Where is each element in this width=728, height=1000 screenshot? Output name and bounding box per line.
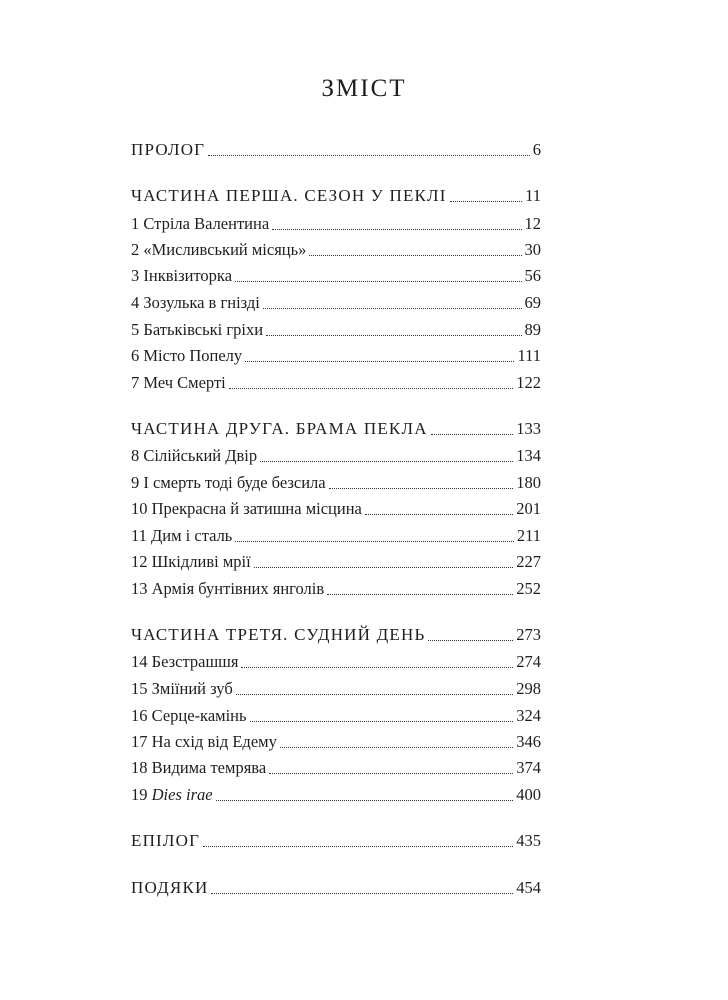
dot-leader bbox=[260, 460, 513, 462]
toc-entry-part-two[interactable] bbox=[131, 413, 541, 439]
toc-entry-chapter-15[interactable] bbox=[131, 673, 541, 699]
toc-entry-label: ЧАСТИНА ПЕРША. СЕЗОН У ПЕКЛІ bbox=[131, 186, 447, 205]
dot-leader bbox=[235, 280, 521, 282]
dot-leader bbox=[263, 307, 522, 309]
toc-entry-label: 2 «Мисливський місяць» bbox=[131, 240, 307, 259]
toc-entry-label: 5 Батьківські гріхи bbox=[131, 320, 264, 339]
dot-leader bbox=[266, 334, 521, 336]
dot-leader bbox=[216, 799, 514, 801]
toc-entry-chapter-3[interactable] bbox=[131, 260, 541, 286]
toc-entry-chapter-5[interactable] bbox=[131, 314, 541, 340]
toc-entry-chapter-16[interactable] bbox=[131, 700, 541, 726]
toc-entry-label: ЧАСТИНА ДРУГА. БРАМА ПЕКЛА bbox=[131, 419, 428, 438]
toc-entry-chapter-19[interactable] bbox=[131, 779, 541, 805]
toc-entry-label: 1 Стріла Валентина bbox=[131, 214, 270, 233]
toc-entry-chapter-6[interactable] bbox=[131, 340, 541, 366]
toc-entry-page: 122 bbox=[516, 373, 541, 392]
dot-leader bbox=[211, 892, 513, 894]
toc-entry-page: 298 bbox=[516, 679, 541, 698]
toc-entry-page: 211 bbox=[516, 526, 541, 545]
dot-leader bbox=[245, 360, 514, 362]
toc-entry-page: 274 bbox=[516, 652, 541, 671]
toc-entry-page: 11 bbox=[525, 186, 541, 205]
dot-leader bbox=[309, 254, 521, 256]
toc-entry-chapter-12[interactable] bbox=[131, 546, 541, 572]
toc-entry-part-three[interactable] bbox=[131, 619, 541, 645]
toc-entry-chapter-8[interactable] bbox=[131, 440, 541, 466]
dot-leader bbox=[254, 566, 514, 568]
toc-entry-prologue[interactable] bbox=[131, 134, 541, 160]
dot-leader bbox=[229, 387, 513, 389]
toc-entry-page: 454 bbox=[516, 878, 541, 897]
toc-entry-page: 69 bbox=[524, 293, 541, 312]
dot-leader bbox=[203, 845, 513, 847]
dot-leader bbox=[365, 513, 513, 515]
toc-entry-page: 134 bbox=[516, 446, 541, 465]
toc-entry-chapter-7[interactable] bbox=[131, 367, 541, 393]
toc-entry-label: 9 І смерть тоді буде безсила bbox=[131, 473, 326, 492]
toc-entry-page: 435 bbox=[516, 831, 541, 850]
toc-entry-page: 374 bbox=[516, 758, 541, 777]
toc-entry-page: 6 bbox=[532, 140, 541, 159]
toc-entry-acknowledgements[interactable] bbox=[131, 872, 541, 898]
toc-entry-label: 11 Дим і сталь bbox=[131, 526, 233, 545]
toc-entry-page: 400 bbox=[516, 785, 541, 804]
toc-entry-chapter-1[interactable] bbox=[131, 208, 541, 234]
toc-entry-label: 7 Меч Смерті bbox=[131, 373, 226, 392]
toc-entry-label: 12 Шкідливі мрії bbox=[131, 552, 251, 571]
toc-entry-label: 3 Інквізиторка bbox=[131, 266, 233, 285]
dot-leader bbox=[280, 746, 513, 748]
toc-entry-chapter-9[interactable] bbox=[131, 467, 541, 493]
toc-entry-page: 180 bbox=[516, 473, 541, 492]
toc-entry-page: 89 bbox=[524, 320, 541, 339]
toc-entry-page: 56 bbox=[524, 266, 541, 285]
dot-leader bbox=[235, 540, 514, 542]
toc-entry-page: 346 bbox=[516, 732, 541, 751]
toc-entry-chapter-2[interactable] bbox=[131, 234, 541, 260]
toc-entry-epilogue[interactable] bbox=[131, 825, 541, 851]
toc-entry-part-one[interactable] bbox=[131, 180, 541, 206]
chapter-number: 19 bbox=[131, 785, 148, 804]
toc-entry-label: 17 На схід від Едему bbox=[131, 732, 277, 751]
dot-leader bbox=[272, 228, 521, 230]
dot-leader bbox=[269, 772, 513, 774]
toc-entry-label: 14 Безстрашшя bbox=[131, 652, 239, 671]
toc-entry-label: 6 Місто Попелу bbox=[131, 346, 243, 365]
toc-entry-label: ПРОЛОГ bbox=[131, 140, 206, 159]
toc-entry-label: 16 Серце-камінь bbox=[131, 706, 247, 725]
dot-leader bbox=[327, 593, 513, 595]
chapter-title-italic: Dies irae bbox=[151, 785, 213, 804]
dot-leader bbox=[208, 154, 530, 156]
toc-entry-page: 252 bbox=[516, 579, 541, 598]
dot-leader bbox=[431, 433, 514, 435]
dot-leader bbox=[329, 487, 514, 489]
dot-leader bbox=[241, 666, 513, 668]
toc-entry-chapter-10[interactable] bbox=[131, 493, 541, 519]
toc-entry-label: ЧАСТИНА ТРЕТЯ. СУДНИЙ ДЕНЬ bbox=[131, 625, 426, 644]
page-title: ЗМІСТ bbox=[321, 75, 407, 102]
toc-entry-chapter-4[interactable] bbox=[131, 287, 541, 313]
toc-entry-label: ПОДЯКИ bbox=[131, 878, 209, 897]
dot-leader bbox=[450, 200, 522, 202]
toc-entry-page: 273 bbox=[516, 625, 541, 644]
toc-entry-label bbox=[131, 785, 213, 805]
toc-entry-label: 13 Армія бунтівних янголів bbox=[131, 579, 325, 598]
dot-leader bbox=[428, 639, 513, 641]
toc-entry-label: 4 Зозулька в гнізді bbox=[131, 293, 260, 312]
toc-entry-page: 227 bbox=[516, 552, 541, 571]
toc-entry-label: 10 Прекрасна й затишна місцина bbox=[131, 499, 362, 518]
toc-entry-page: 324 bbox=[516, 706, 541, 725]
dot-leader bbox=[236, 693, 514, 695]
toc-entry-chapter-17[interactable] bbox=[131, 726, 541, 752]
dot-leader bbox=[250, 720, 514, 722]
toc-entry-label: 15 Зміїний зуб bbox=[131, 679, 233, 698]
toc-entry-page: 30 bbox=[524, 240, 541, 259]
toc-entry-page: 201 bbox=[516, 499, 541, 518]
toc-entry-label: 18 Видима темрява bbox=[131, 758, 267, 777]
toc-entry-label: ЕПІЛОГ bbox=[131, 831, 201, 850]
toc-entry-page: 133 bbox=[516, 419, 541, 438]
toc-entry-label: 8 Сілійський Двір bbox=[131, 446, 258, 465]
toc-entry-page: 12 bbox=[524, 214, 541, 233]
toc-entry-chapter-13[interactable] bbox=[131, 573, 541, 599]
toc-entry-chapter-14[interactable] bbox=[131, 646, 541, 672]
toc-entry-page: 111 bbox=[517, 346, 541, 365]
toc-entry-chapter-18[interactable] bbox=[131, 752, 541, 778]
toc-entry-chapter-11[interactable] bbox=[131, 520, 541, 546]
